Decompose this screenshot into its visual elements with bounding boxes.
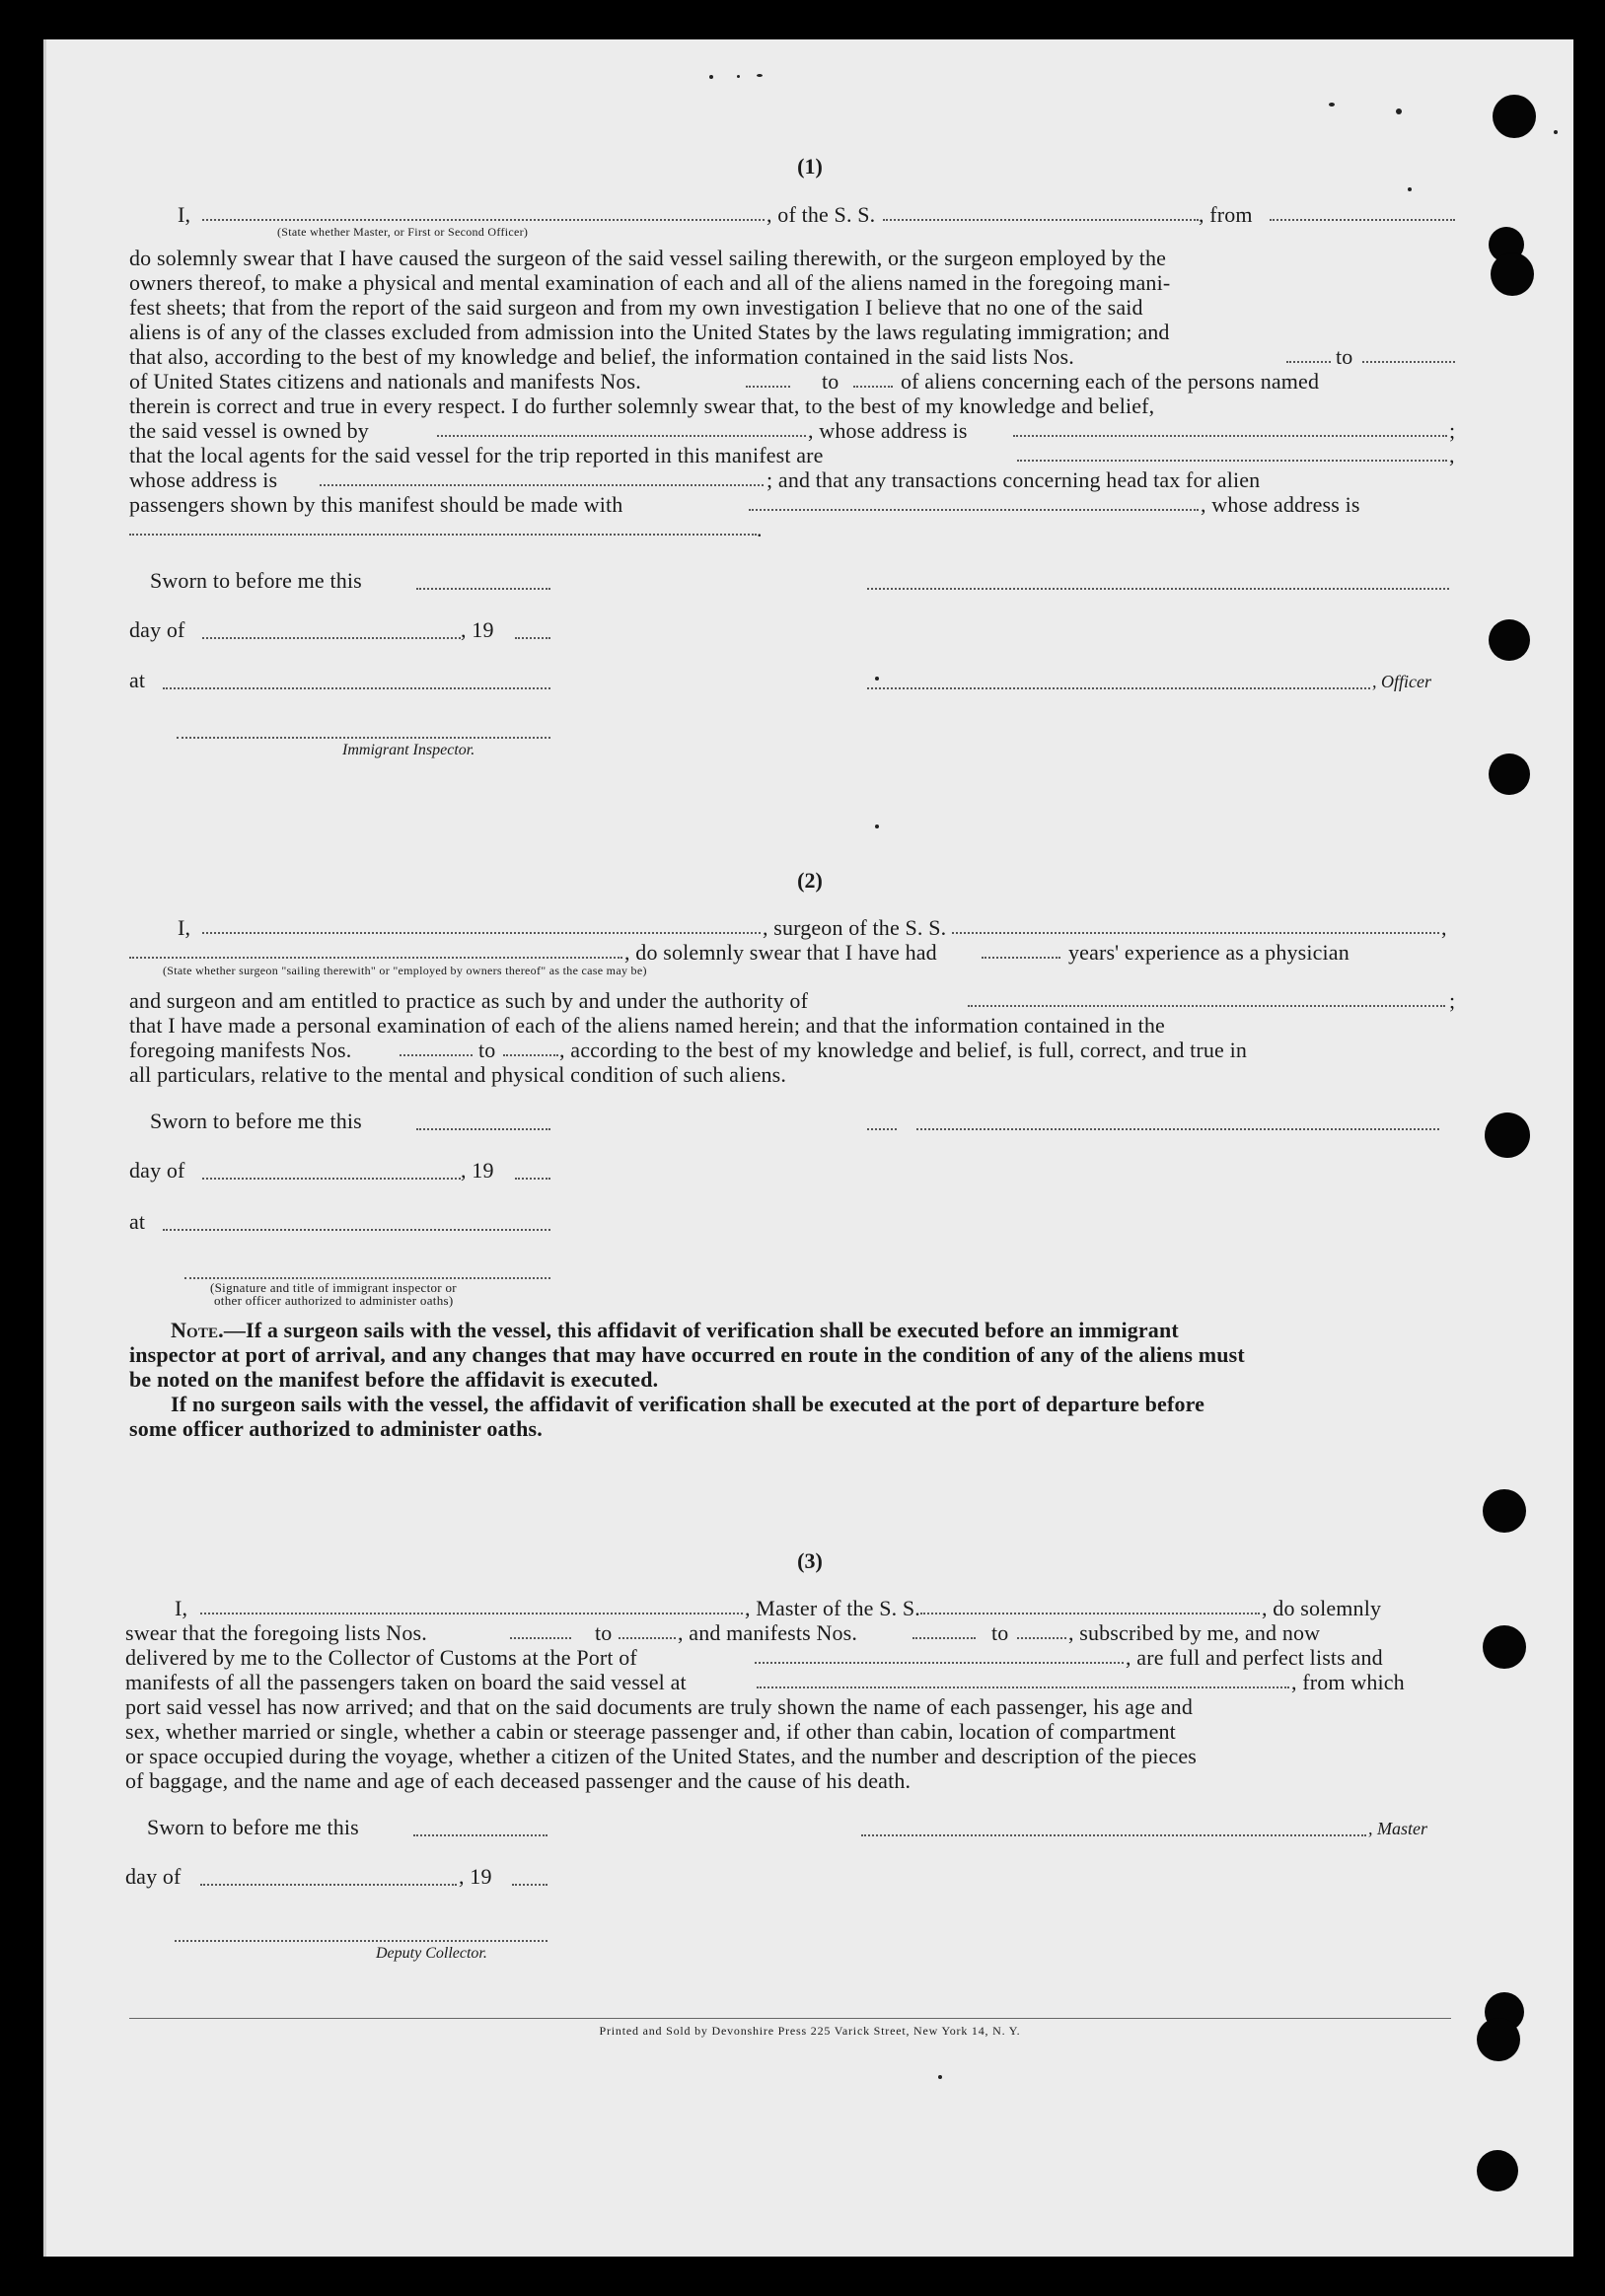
s1-text-line-3: owners thereof, to make a physical and mental examination of each and all of the aliens named in the foregoing mani-: [129, 270, 1171, 295]
s2-sworn-label: Sworn to before me this: [150, 1109, 362, 1133]
s1-headtax-address-line[interactable]: [129, 534, 757, 536]
section-2-heading: (2): [797, 868, 823, 893]
s1-dayof-label: day of: [129, 617, 185, 642]
s3-vessel-name-line[interactable]: [920, 1613, 1260, 1614]
s1-manifests-to-line[interactable]: [853, 386, 893, 388]
s1-sworn-label: Sworn to before me this: [150, 568, 362, 593]
s1-text-line-7b: of aliens concerning each of the persons named: [901, 369, 1320, 394]
s3-subscribed-label: , subscribed by me, and now: [1068, 1620, 1321, 1645]
s3-collector-label: Deputy Collector.: [376, 1945, 487, 1962]
s3-lists-label: swear that the foregoing lists Nos.: [125, 1620, 427, 1645]
speck: [1408, 187, 1412, 191]
s3-manifests-from-line[interactable]: [912, 1637, 976, 1639]
s1-text-line-5: aliens is of any of the classes excluded from admission into the United States by the laws regulating immigration; and: [129, 320, 1170, 344]
s1-owner-line[interactable]: [437, 435, 806, 437]
s3-embark-label: manifests of all the passengers taken on board the said vessel at: [125, 1670, 687, 1694]
s2-surgeon-type-line[interactable]: [129, 957, 622, 959]
s1-at-line[interactable]: [163, 687, 550, 689]
s1-officer-note: (State whether Master, or First or Second Officer): [277, 225, 529, 239]
s1-owner-address-line[interactable]: [1013, 435, 1447, 437]
s2-inspector-signature-line[interactable]: [184, 1277, 550, 1279]
s1-from-label: , from: [1199, 202, 1253, 227]
s2-text-line-4: that I have made a personal examination of each of the aliens named herein; and that the information contained in the: [129, 1013, 1165, 1038]
s2-surgeon-note: (State whether surgeon "sailing therewith" or "employed by owners thereof" as the case may be): [163, 964, 647, 977]
s3-port-line[interactable]: [755, 1662, 1124, 1664]
s1-lists-from-line[interactable]: [1286, 361, 1331, 363]
s1-year-line[interactable]: [515, 637, 550, 639]
s2-sig-note-1: (Signature and title of immigrant inspector or: [210, 1280, 457, 1295]
binder-hole: [1483, 1625, 1526, 1669]
s1-vessel-name-line[interactable]: [883, 219, 1199, 221]
s3-text-line-7: or space occupied during the voyage, whether a citizen of the United States, and the number and description of the pieces: [125, 1744, 1197, 1768]
s2-surgeon-ss-label: , surgeon of the S. S.: [763, 915, 947, 940]
s2-vessel-name-line[interactable]: [952, 932, 1439, 934]
s1-agents-label: that the local agents for the said vessel for the trip reported in this manifest are: [129, 443, 824, 467]
s3-text-line-5: port said vessel has now arrived; and that on the said documents are truly shown the name of each passenger, his age and: [125, 1694, 1193, 1719]
s2-note-line-4: If no surgeon sails with the vessel, the affidavit of verification shall be executed at the port of departure before: [171, 1392, 1205, 1416]
s3-month-line[interactable]: [200, 1884, 457, 1886]
printer-credit: Printed and Sold by Devonshire Press 225 Varick Street, New York 14, N. Y.: [599, 2024, 1021, 2038]
s2-years-line[interactable]: [982, 957, 1060, 959]
s2-note-line-3: be noted on the manifest before the affidavit is executed.: [129, 1367, 659, 1392]
s2-month-line[interactable]: [202, 1178, 461, 1180]
s2-swear-label: , do solemnly swear that I have had: [624, 940, 937, 965]
speck: [875, 677, 879, 681]
binder-hole: [1483, 1489, 1526, 1533]
s3-to-label-1: to: [595, 1620, 613, 1645]
s2-i-label: I,: [178, 915, 191, 940]
s2-dayof-label: day of: [129, 1158, 185, 1183]
s2-semicolon: ;: [1449, 988, 1456, 1013]
s1-text-line-6: that also, according to the best of my knowledge and belief, the information contained in the said lists Nos.: [129, 344, 1074, 369]
s1-owner-address-label: , whose address is: [808, 418, 968, 443]
s2-at-line[interactable]: [163, 1229, 550, 1231]
s3-master-signature-line[interactable]: [861, 1834, 1366, 1836]
s2-manifests-label: foregoing manifests Nos.: [129, 1038, 352, 1062]
s3-master-ss-label: , Master of the S. S.: [745, 1596, 920, 1620]
s1-i-label: I,: [178, 202, 191, 227]
s1-text-line-7: of United States citizens and nationals and manifests Nos.: [129, 369, 641, 394]
s2-authority-line[interactable]: [968, 1005, 1445, 1007]
s2-year-label: , 19: [461, 1158, 494, 1183]
s2-comma: ,: [1441, 915, 1447, 940]
s1-ss-label: , of the S. S.: [766, 202, 876, 227]
s1-headtax-line[interactable]: [749, 509, 1199, 511]
s3-sworn-day-line[interactable]: [413, 1834, 547, 1836]
s2-note-line-2: inspector at port of arrival, and any changes that may have occurred en route in the condition of any of the aliens must: [129, 1342, 1245, 1367]
s2-text-line-6: all particulars, relative to the mental and physical condition of such aliens.: [129, 1062, 786, 1087]
s3-master-name-line[interactable]: [200, 1613, 743, 1614]
speck: [1329, 103, 1335, 107]
s1-agents-line[interactable]: [1017, 460, 1447, 462]
s2-text-line-5: , according to the best of my knowledge and belief, is full, correct, and true in: [559, 1038, 1247, 1062]
s1-semicolon: ;: [1449, 418, 1456, 443]
s3-lists-to-line[interactable]: [619, 1637, 676, 1639]
binder-hole: [1477, 2150, 1518, 2191]
s1-month-line[interactable]: [202, 637, 461, 639]
s2-year-line[interactable]: [515, 1178, 550, 1180]
s1-agents-address-line[interactable]: [320, 484, 764, 486]
s1-text-line-8: therein is correct and true in every respect. I do further solemnly swear that, to the best of my knowledge and belief,: [129, 394, 1155, 418]
s3-from-which-label: , from which: [1291, 1670, 1405, 1694]
s1-inspector-label: Immigrant Inspector.: [342, 742, 475, 758]
s2-surgeon-signature-line[interactable]: [916, 1128, 1439, 1130]
s1-officer-title-line[interactable]: [867, 687, 1370, 689]
s2-note-line-1: [171, 1318, 1179, 1342]
s1-end-period: .: [757, 517, 763, 541]
speck: [757, 74, 763, 77]
footer-rule: [129, 2018, 1451, 2019]
s3-i-label: I,: [175, 1596, 188, 1620]
s3-solemnly-label: , do solemnly: [1262, 1596, 1382, 1620]
s1-manifests-from-line[interactable]: [746, 386, 790, 388]
s3-master-label: , Master: [1368, 1819, 1427, 1838]
s1-officer-signature-line[interactable]: [867, 588, 1449, 590]
speck: [737, 75, 740, 78]
s3-text-line-6: sex, whether married or single, whether a cabin or steerage passenger and, if other than cabin, location of compartment: [125, 1719, 1176, 1744]
s2-years-label: years' experience as a physician: [1068, 940, 1350, 965]
s2-sig-note-2: other officer authorized to administer oaths): [214, 1293, 454, 1308]
s2-manifests-from-line[interactable]: [400, 1054, 473, 1056]
s2-signature-line-a[interactable]: [867, 1128, 897, 1130]
form-sheet: [43, 39, 1573, 2257]
s1-to-label-1: to: [1336, 344, 1353, 369]
binder-hole: [1485, 1112, 1530, 1158]
s3-manifests-to-line[interactable]: [1017, 1637, 1066, 1639]
s2-to-label: to: [478, 1038, 496, 1062]
s1-at-label: at: [129, 668, 146, 692]
s3-year-label: , 19: [459, 1864, 492, 1889]
s1-comma: ,: [1449, 443, 1455, 467]
s3-manifests-label: , and manifests Nos.: [678, 1620, 858, 1645]
s3-text-line-8: of baggage, and the name and age of each deceased passenger and the cause of his death.: [125, 1768, 912, 1793]
speck: [1554, 130, 1558, 134]
s1-text-line-11b: ; and that any transactions concerning head tax for alien: [766, 467, 1261, 492]
s1-year-label: , 19: [461, 617, 494, 642]
s1-inspector-signature-line[interactable]: [177, 737, 550, 739]
s2-manifests-to-line[interactable]: [503, 1054, 558, 1056]
s3-lists-from-line[interactable]: [510, 1637, 571, 1639]
s3-sworn-label: Sworn to before me this: [147, 1815, 359, 1839]
binder-hole: [1489, 753, 1530, 795]
s1-to-label-2: to: [822, 369, 839, 394]
s2-at-label: at: [129, 1209, 146, 1234]
s1-owned-label: the said vessel is owned by: [129, 418, 369, 443]
s1-sworn-day-line[interactable]: [416, 588, 550, 590]
s3-collector-signature-line[interactable]: [175, 1940, 547, 1942]
s1-text-line-2: do solemnly swear that I have caused the surgeon of the said vessel sailing therewith, or the surgeon employed by the: [129, 246, 1167, 270]
speck: [709, 75, 713, 79]
section-1-heading: (1): [797, 154, 823, 179]
s3-year-line[interactable]: [512, 1884, 547, 1886]
s3-dayof-label: day of: [125, 1864, 182, 1889]
s1-from-port-line[interactable]: [1270, 219, 1455, 221]
binder-hole: [1493, 95, 1536, 138]
s1-headtax-address-label: , whose address is: [1201, 492, 1360, 517]
binder-hole: [1491, 252, 1534, 296]
s1-lists-to-line[interactable]: [1362, 361, 1455, 363]
s1-text-line-4: fest sheets; that from the report of the said surgeon and from my own investigation I believe that no one of the said: [129, 295, 1143, 320]
s2-surgeon-name-line[interactable]: [202, 932, 761, 934]
s1-officer-label: , Officer: [1372, 672, 1431, 691]
s2-note-label: Note.: [171, 1318, 224, 1342]
s3-to-label-2: to: [991, 1620, 1009, 1645]
s3-embark-port-line[interactable]: [757, 1686, 1289, 1688]
s1-headtax-label: passengers shown by this manifest should be made with: [129, 492, 623, 517]
s3-full-lists-label: , are full and perfect lists and: [1126, 1645, 1383, 1670]
speck: [875, 825, 879, 828]
s2-authority-label: and surgeon and am entitled to practice as such by and under the authority of: [129, 988, 809, 1013]
speck: [938, 2075, 942, 2079]
s1-officer-name-line[interactable]: [202, 219, 765, 221]
section-3-heading: (3): [797, 1548, 823, 1573]
binder-hole: [1489, 619, 1530, 661]
s1-agents-address-label: whose address is: [129, 467, 278, 492]
speck: [1396, 108, 1402, 114]
s2-note-text-1: —If a surgeon sails with the vessel, this affidavit of verification shall be executed before an immigrant: [223, 1318, 1179, 1342]
s2-note-line-5: some officer authorized to administer oaths.: [129, 1416, 543, 1441]
s2-sworn-day-line[interactable]: [416, 1128, 550, 1130]
s3-port-label: delivered by me to the Collector of Customs at the Port of: [125, 1645, 637, 1670]
binder-hole: [1477, 2018, 1520, 2061]
